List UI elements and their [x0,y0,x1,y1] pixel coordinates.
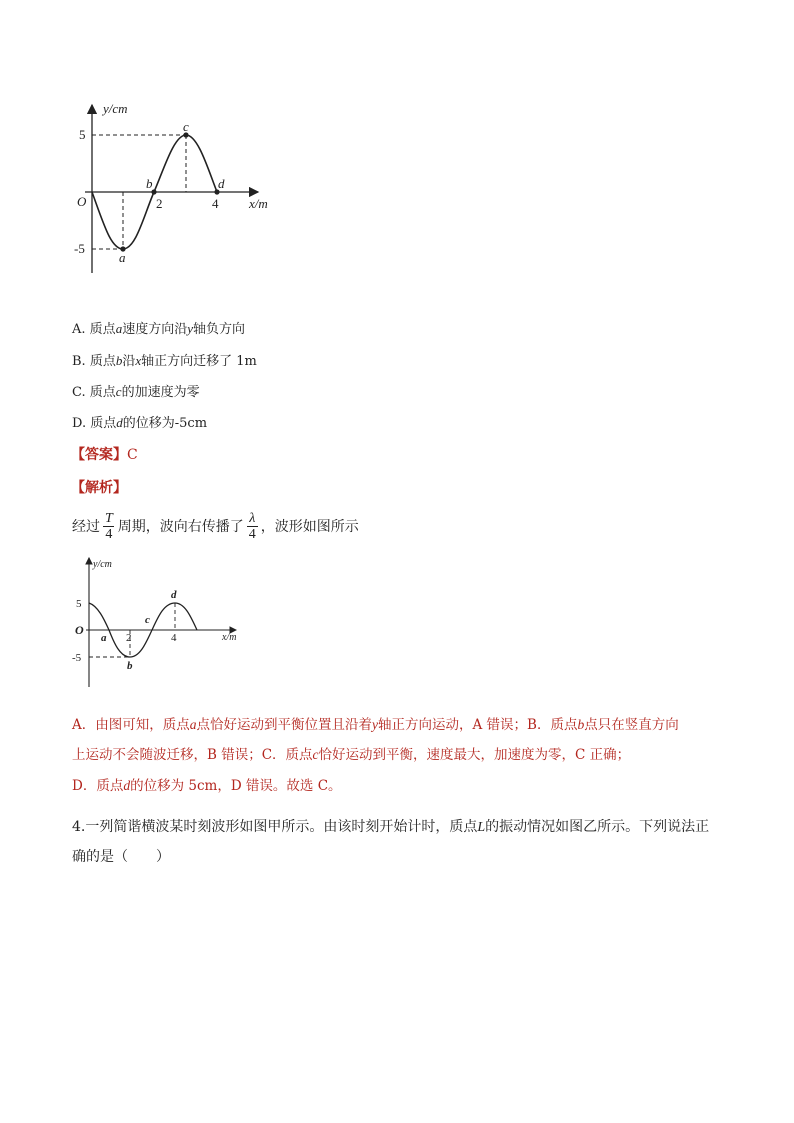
origin-label: O [77,194,87,209]
label-d: d [218,176,225,191]
x-axis-label: x/m [249,196,268,211]
option-a: A. 质点a速度方向沿y轴负方向 [72,321,245,337]
label-a-2: a [101,632,107,644]
explanation-line-2: 上运动不会随波迁移，B 错误；C．质点c恰好运动到平衡，速度最大，加速度为零，C 正确； [72,747,631,763]
explanation-line-1: A．由图可知，质点a点恰好运动到平衡位置且沿着y轴正方向运动，A 错误；B．质点b点只在竖直方向 [72,717,679,733]
y-tick-5: 5 [79,127,86,142]
x-tick-4-2: 4 [171,632,177,644]
x-tick-2: 2 [156,196,163,211]
y-tick-neg5: -5 [74,241,85,256]
label-c-2: c [145,614,150,626]
x-axis-label-2: x/m [222,632,237,643]
label-c: c [183,119,189,134]
option-c: C. 质点c的加速度为零 [72,384,200,400]
label-b-2: b [127,660,133,672]
wave-graph-1 [60,95,290,275]
y-axis-label: y/cm [103,101,128,116]
x-tick-2-2: 2 [126,632,132,644]
y-tick-neg5-2: -5 [72,652,82,664]
question-4-line-2: 确的是（ ） [72,849,170,865]
x-tick-4: 4 [212,196,219,211]
label-d-2: d [171,589,177,601]
analysis-statement: 经过 $\frac{T}{4}$ 周期，波向右传播了 $\frac{\lambda}{4}$ ，波形如图所示 [72,510,359,542]
origin-label-2: O [75,623,84,637]
label-b: b [146,176,153,191]
question-4-line-1: 4.一列简谐横波某时刻波形如图甲所示。由该时刻开始计时，质点L的振动情况如图乙所示。下列说法正 [72,819,710,835]
analysis-label: 【解析】 [71,480,127,496]
answer-line: 【答案】C [71,447,138,463]
fraction-t-over-4: $\frac{T}{4}$ [105,510,113,542]
wave-graph-2 [68,553,258,693]
y-tick-5-2: 5 [76,598,82,610]
label-a: a [119,250,126,265]
option-d: D. 质点d的位移为-5cm [72,415,208,431]
y-axis-label-2: y/cm [93,559,112,570]
fraction-lambda-over-4: $\frac{\lambda}{4}$ [248,510,256,542]
option-b: B. 质点b沿x轴正方向迁移了 1m [72,353,257,369]
explanation-line-3: D．质点d的位移为 5cm，D 错误。故选 C。 [72,778,342,794]
